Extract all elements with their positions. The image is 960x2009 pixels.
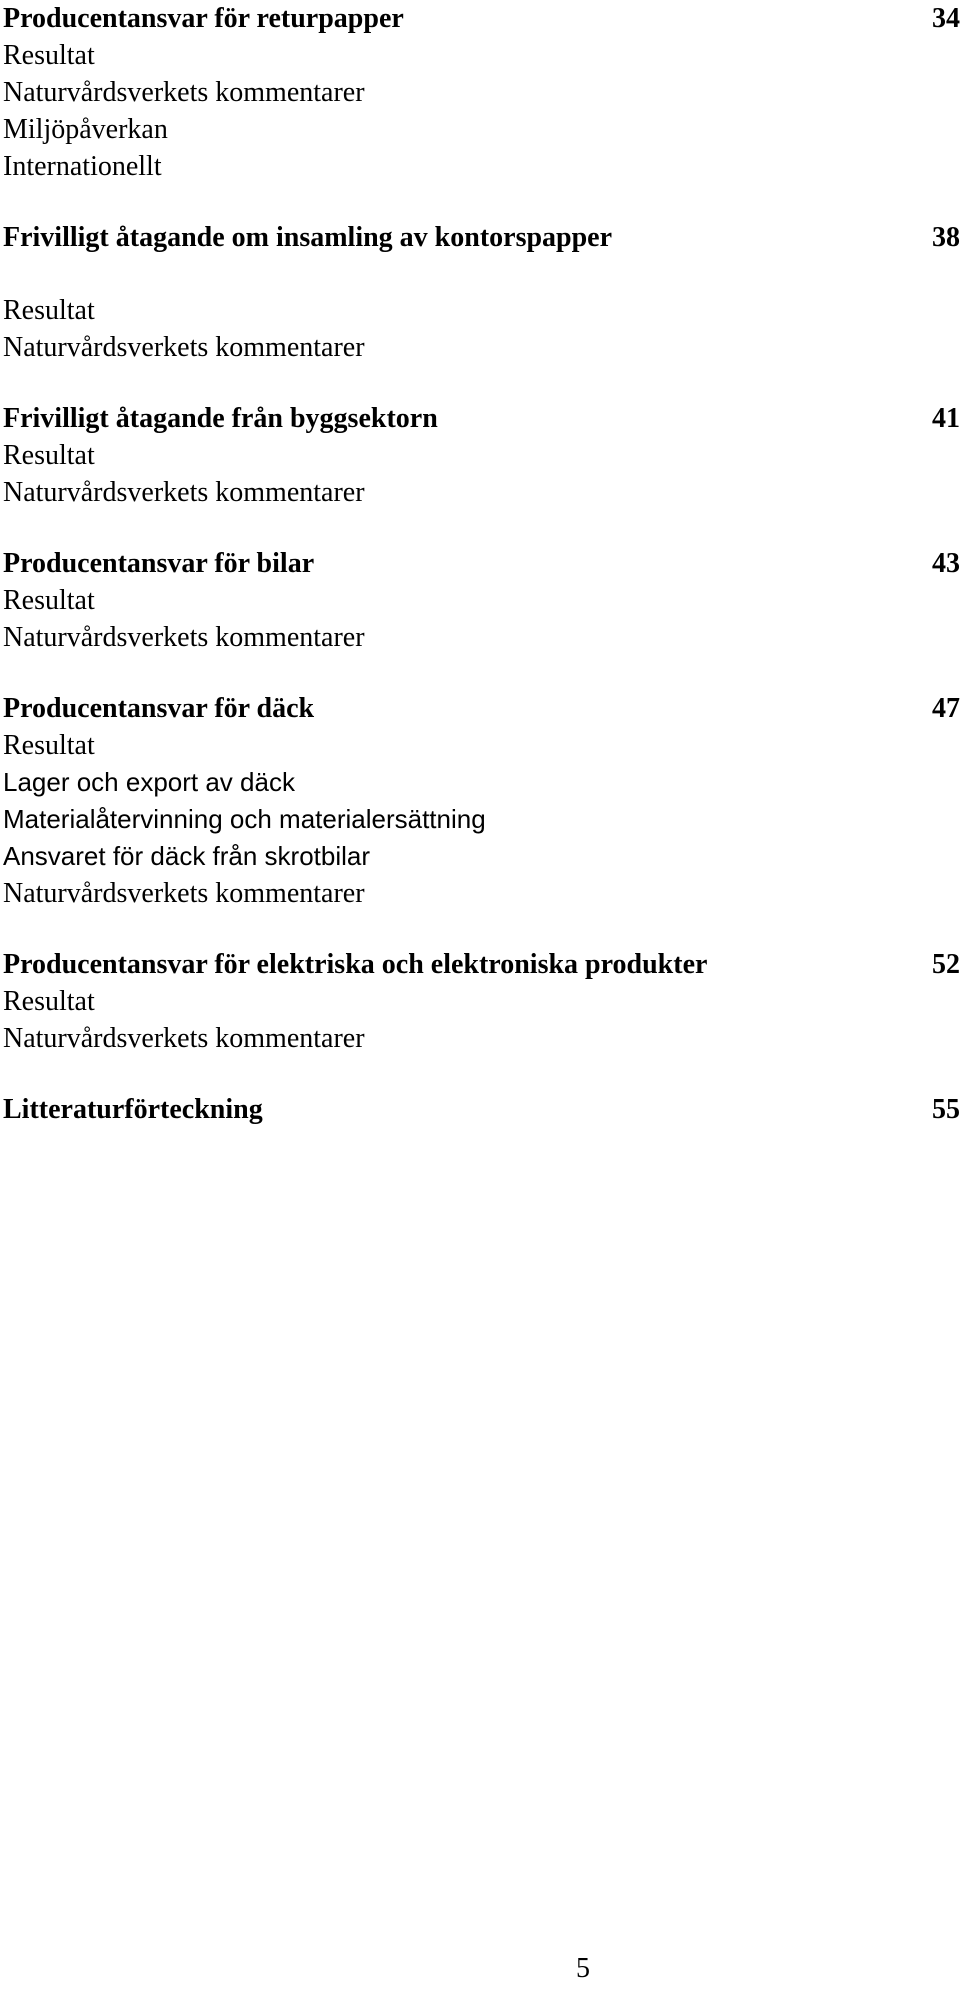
toc-heading-row [3, 400, 960, 437]
toc-item: Naturvårdsverkets kommentarer [3, 477, 365, 508]
toc-item: Lager och export av däck [3, 767, 295, 797]
toc-page-number: 43 [932, 548, 960, 579]
toc-section-byggsektorn [3, 400, 960, 511]
toc-item: Resultat [3, 730, 95, 761]
toc-section-litteratur [3, 1091, 960, 1128]
toc-section-dack [3, 690, 960, 912]
toc-item: Resultat [3, 585, 95, 616]
toc-item: Ansvaret för däck från skrotbilar [3, 841, 371, 871]
toc-heading-row [3, 545, 960, 582]
toc-heading-row [3, 219, 960, 256]
toc-page-number: 55 [932, 1094, 960, 1125]
toc-item: Naturvårdsverkets kommentarer [3, 332, 365, 363]
toc-heading: Producentansvar för bilar [3, 548, 315, 579]
toc-item: Resultat [3, 440, 95, 471]
toc-page-number: 38 [932, 222, 960, 253]
toc-heading: Producentansvar för däck [3, 693, 315, 724]
toc-item: Naturvårdsverkets kommentarer [3, 878, 365, 909]
toc-page-number: 47 [932, 693, 960, 724]
page-number: 5 [576, 1953, 590, 1984]
toc-heading: Frivilligt åtagande från byggsektorn [3, 403, 438, 434]
toc-section-elektronik [3, 946, 960, 1057]
toc-item: Resultat [3, 986, 95, 1017]
toc-item: Resultat [3, 295, 95, 326]
table-of-contents [3, 0, 960, 1128]
toc-page-number: 41 [932, 403, 960, 434]
toc-heading-row [3, 1091, 960, 1128]
toc-section-bilar [3, 545, 960, 656]
toc-item: Naturvårdsverkets kommentarer [3, 1023, 365, 1054]
toc-heading-row [3, 946, 960, 983]
toc-section-kontorspapper [3, 219, 960, 366]
toc-heading: Producentansvar för elektriska och elektroniska produkter [3, 949, 708, 980]
toc-item: Miljöpåverkan [3, 114, 168, 145]
toc-page-number: 52 [932, 949, 960, 980]
toc-item: Naturvårdsverkets kommentarer [3, 622, 365, 653]
toc-page-number: 34 [932, 3, 960, 34]
toc-heading: Frivilligt åtagande om insamling av kontorspapper [3, 222, 613, 253]
toc-item: Internationellt [3, 151, 162, 182]
toc-item: Materialåtervinning och materialersättning [3, 804, 486, 834]
toc-heading-row [3, 690, 960, 727]
toc-item: Naturvårdsverkets kommentarer [3, 77, 365, 108]
toc-item: Resultat [3, 40, 95, 71]
toc-heading: Producentansvar för returpapper [3, 3, 404, 34]
toc-section-returpapper [3, 0, 960, 185]
toc-heading: Litteraturförteckning [3, 1094, 263, 1125]
toc-heading-row [3, 0, 960, 37]
